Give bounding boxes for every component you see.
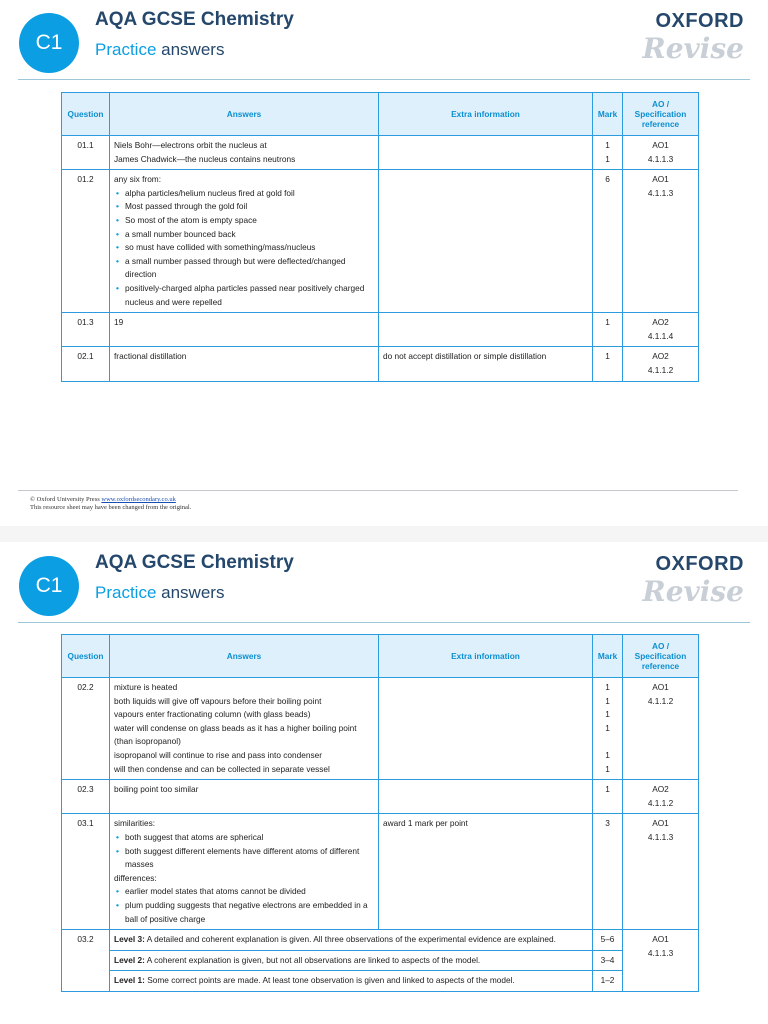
reference-cell (623, 136, 699, 170)
answer-cell: 19 (110, 313, 379, 347)
ao-value: AO2 (652, 784, 669, 795)
header-mark: Mark (593, 93, 623, 136)
answer-bullet: • a small number bounced back (114, 228, 374, 242)
document-title: AQA GCSE Chemistry (95, 9, 294, 30)
page-header (0, 543, 768, 625)
answer-bullet: • a small number passed through but were deflected/changed direction (114, 255, 374, 282)
level-text: A detailed and coherent explanation is given. All three observations of the experimental evidence are explained. (144, 934, 556, 945)
answer-bullet: • alpha particles/helium nucleus fired at gold foil (114, 187, 374, 201)
reference-cell (623, 170, 699, 313)
answer-bullet: • both suggest different elements have different atoms of different masses (114, 845, 374, 872)
header-question: Question (62, 635, 110, 678)
question-number: 01.1 (62, 136, 110, 170)
question-number: 03.1 (62, 814, 110, 930)
reference-cell (623, 313, 699, 347)
footer-link[interactable]: www.oxfordsecondary.co.uk (101, 496, 176, 503)
extra-info-cell: do not accept distillation or simple distillation (379, 347, 593, 381)
table-row (62, 780, 699, 814)
mark-cell: 1–2 (593, 971, 623, 992)
answers-table (61, 634, 699, 992)
page-footer (30, 496, 191, 512)
answer-line: both liquids will give off vapours before their boiling point (114, 695, 322, 706)
question-number: 03.2 (62, 930, 110, 992)
header-reference-line: reference (641, 119, 680, 129)
answer-bullet: • both suggest that atoms are spherical (114, 831, 374, 845)
mark-cell: 6 (593, 170, 623, 313)
answer-line: isopropanol will continue to rise and pass into condenser (114, 749, 323, 760)
answer-cell: fractional distillation (110, 347, 379, 381)
answer-line: Niels Bohr—electrons orbit the nucleus at (114, 140, 267, 150)
mark-value: 1 (605, 695, 610, 706)
ao-value: AO2 (652, 351, 669, 362)
extra-info-cell (379, 170, 593, 313)
level-label: Level 3: (114, 934, 145, 945)
header-answers: Answers (110, 93, 379, 136)
level-descriptor (110, 930, 593, 951)
table-row (62, 814, 699, 930)
table-row (62, 950, 699, 971)
header-divider (18, 79, 750, 80)
page-break (0, 526, 768, 542)
answer-intro: differences: (114, 872, 157, 883)
spec-value: 4.1.1.2 (647, 695, 674, 706)
document-title: AQA GCSE Chemistry (95, 552, 294, 573)
ao-value: AO1 (652, 934, 669, 945)
level-text: Some correct points are made. At least tone observation is given and linked to aspects of the model. (144, 975, 515, 986)
answer-line: water will condense on glass beads as it has a higher boiling point (than isopropanol) (114, 722, 357, 747)
header-reference-line: Specification (634, 651, 687, 661)
answer-cell (110, 136, 379, 170)
header-question: Question (62, 93, 110, 136)
mark-value: 1 (605, 722, 610, 733)
reference-cell (623, 678, 699, 780)
reference-cell (623, 780, 699, 814)
mark-cell (593, 136, 623, 170)
spec-value: 4.1.1.3 (647, 831, 674, 842)
footer-note: This resource sheet may have been changed from the original. (30, 504, 192, 511)
answer-bullet-list (114, 187, 374, 309)
revise-logo-text: Revise (642, 32, 744, 65)
question-number: 01.3 (62, 313, 110, 347)
oxford-logo-text: OXFORD (655, 553, 744, 575)
answer-cell (110, 170, 379, 313)
table-row (62, 136, 699, 170)
chapter-badge: C1 (19, 556, 79, 616)
answer-bullet: • earlier model states that atoms cannot be divided (114, 885, 374, 899)
footer-copyright: © Oxford University Press (30, 496, 100, 503)
document-subtitle (95, 40, 224, 60)
answer-line: mixture is heated (114, 682, 178, 692)
subtitle-accent: Practice (95, 40, 157, 59)
reference-cell (623, 347, 699, 381)
extra-info-cell (379, 313, 593, 347)
header-mark: Mark (593, 635, 623, 678)
answer-bullet: • So most of the atom is empty space (114, 214, 374, 228)
reference-cell (623, 814, 699, 930)
mark-value: 1 (605, 763, 610, 774)
question-number: 02.2 (62, 678, 110, 780)
page-1 (0, 0, 768, 375)
answer-line: James Chadwick—the nucleus contains neutrons (114, 153, 296, 164)
header-answers: Answers (110, 635, 379, 678)
table-header-row (62, 93, 699, 136)
extra-info-cell (379, 780, 593, 814)
answer-line: vapours enter fractionating column (with glass beads) (114, 709, 311, 720)
subtitle-rest: answers (156, 583, 225, 602)
header-reference-line: Specification (634, 109, 687, 119)
answer-cell: boiling point too similar (110, 780, 379, 814)
header-reference-line: AO / (651, 641, 670, 651)
mark-cell (593, 678, 623, 780)
table-header-row (62, 635, 699, 678)
level-label: Level 1: (114, 975, 145, 986)
mark-cell: 3–4 (593, 950, 623, 971)
spec-value: 4.1.1.3 (647, 947, 674, 958)
ao-value: AO1 (652, 174, 669, 185)
mark-value: 1 (605, 140, 610, 150)
mark-cell: 5–6 (593, 930, 623, 951)
header-extra-info: Extra information (379, 93, 593, 136)
answer-cell (110, 678, 379, 780)
header-reference (623, 93, 699, 136)
subtitle-accent: Practice (95, 583, 157, 602)
level-text: A coherent explanation is given, but not all observations are linked to aspects of the model. (144, 954, 481, 965)
answer-cell (110, 814, 379, 930)
page-header (0, 0, 768, 82)
question-number: 01.2 (62, 170, 110, 313)
spec-value: 4.1.1.3 (647, 153, 674, 164)
spec-value: 4.1.1.4 (647, 330, 674, 341)
header-divider (18, 622, 750, 623)
table-row (62, 678, 699, 780)
spec-value: 4.1.1.2 (647, 797, 674, 808)
spec-value: 4.1.1.2 (647, 364, 674, 375)
mark-cell: 1 (593, 780, 623, 814)
mark-cell: 1 (593, 313, 623, 347)
oxford-logo-text: OXFORD (655, 10, 744, 32)
table-row (62, 930, 699, 951)
answer-bullet-list (114, 831, 374, 872)
extra-info-cell (379, 678, 593, 780)
spec-value: 4.1.1.3 (647, 187, 674, 198)
header-reference-line: reference (641, 661, 680, 671)
mark-value: 1 (605, 682, 610, 692)
document-subtitle (95, 583, 224, 603)
table-row (62, 313, 699, 347)
table-row (62, 170, 699, 313)
answer-bullet: • Most passed through the gold foil (114, 200, 374, 214)
reference-cell (623, 930, 699, 992)
ao-value: AO1 (652, 818, 669, 829)
answer-bullet: • positively-charged alpha particles passed near positively charged nucleus and were repelled (114, 282, 374, 309)
mark-value: 1 (605, 709, 610, 720)
question-number: 02.3 (62, 780, 110, 814)
answer-bullet-list (114, 885, 374, 926)
level-label: Level 2: (114, 954, 145, 965)
answer-intro: similarities: (114, 818, 156, 829)
mark-cell: 3 (593, 814, 623, 930)
ao-value: AO1 (652, 140, 669, 150)
level-descriptor (110, 950, 593, 971)
extra-info-cell: award 1 mark per point (379, 814, 593, 930)
header-reference-line: AO / (651, 99, 670, 109)
answer-bullet: • plum pudding suggests that negative electrons are embedded in a ball of positive charge (114, 899, 374, 926)
revise-logo-text: Revise (642, 575, 744, 608)
header-reference (623, 635, 699, 678)
mark-value: 1 (605, 749, 610, 760)
mark-cell: 1 (593, 347, 623, 381)
footer-divider (18, 490, 738, 491)
answer-intro: any six from: (114, 174, 162, 185)
ao-value: AO1 (652, 682, 669, 692)
answers-table (61, 92, 699, 382)
ao-value: AO2 (652, 317, 669, 328)
chapter-badge: C1 (19, 13, 79, 73)
mark-value (597, 735, 618, 749)
question-number: 02.1 (62, 347, 110, 381)
answer-bullet: • so must have collided with something/mass/nucleus (114, 241, 374, 255)
page-2 (0, 543, 768, 986)
mark-value: 1 (605, 153, 610, 164)
header-extra-info: Extra information (379, 635, 593, 678)
table-row (62, 971, 699, 992)
level-descriptor (110, 971, 593, 992)
answer-line: will then condense and can be collected in separate vessel (114, 763, 330, 774)
table-row (62, 347, 699, 381)
extra-info-cell (379, 136, 593, 170)
subtitle-rest: answers (156, 40, 225, 59)
